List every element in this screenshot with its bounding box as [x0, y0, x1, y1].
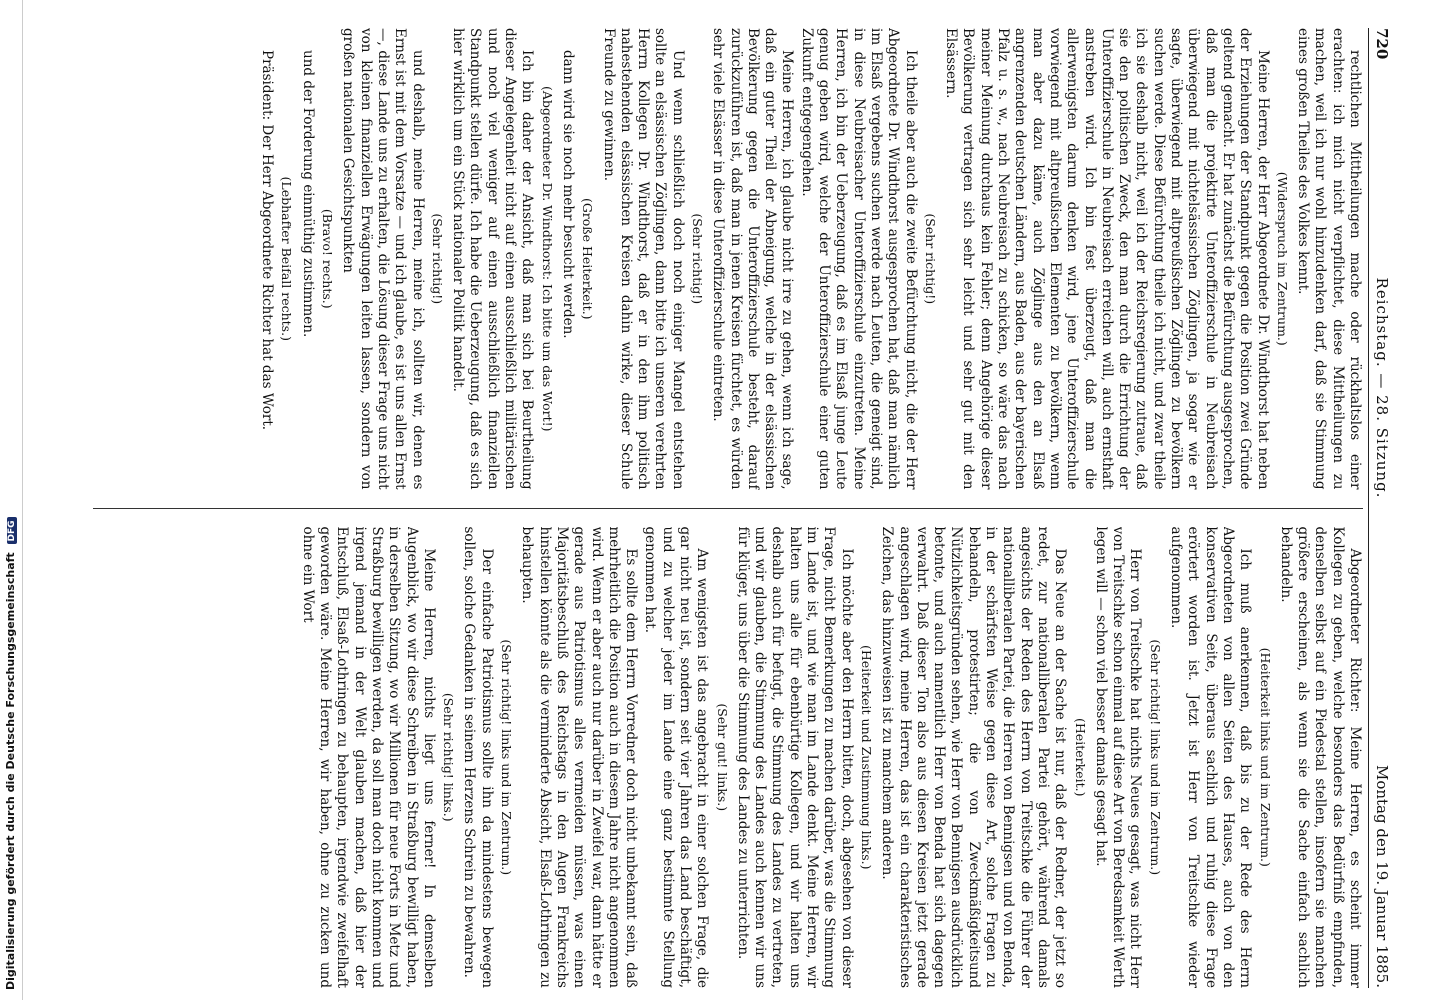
paragraph: Ich möchte aber den Herrn bitten, doch, abgesehen von dieser Frage, nicht Bemerkungen zu machen darüber, was die Stimmung im Lande ist, und wie man im Lande denkt. Meine Herren, wir halten uns alle für ebenbürtige Kollegen, und wir halten uns deshalb auch für befugt, die Stimmung des Landes zu vertreten, und wir glauben, die Stimmung des Landes auch kennen wir uns für klüger, uns über die Stimmung des Landes zu unterrichten.: [734, 526, 855, 988]
paragraph: Meine Herren, der Herr Abgeordnete Dr. Windthorst hat neben der Erziehungen der Standpunkt gegen die Position zwei Gründe geltend gemacht. Er hat zunächst die Befürchtung ausgesprochen, daß man die projektirte Unteroffizierschule in Neubreisach überwiegend mit nichtelsässischen Zöglingen, ja sogar wie er sagte, überwiegend mit altpreußischen Zöglingen zu bevölkern suchen werde. Diese Befürchtung theile ich nicht, und zwar theile ich sie deshalb nicht, weil ich der Reichsregierung zutraue, daß sie den politischen Zweck, den man durch die Errichtung der Unteroffizierschule in Neubreisach erreichen will, auch ernsthaft anstreben wird. Ich bin fest überzeugt, daß man die allerwenigsten darum denken wird, jene Unteroffizierschule vorwiegend mit altpreußischen Elementen zu bevölkern, wenn man aber dazu käme, auch Zöglinge aus den an Elsaß angrenzenden deutschen Ländern, aus Baden, aus der bayerischen Pfalz u. s. w., nach Neubreisach zu schicken, so wäre das nach meiner Meinung durchaus kein Fehler; denn Angehörige dieser Bevölkerung vertragen sich sehr leicht und sehr gut mit den Elsässern.: [943, 28, 1271, 490]
column-divider: [93, 508, 1363, 509]
interjection: (Sehr richtig!): [922, 213, 938, 305]
paragraph: Ich muß anerkennen, daß bis zu der Rede des Herrn Abgeordneten von allen Seiten des Hauses, auch von den konservativen Seite, überaus sachlich und ruhig diese Frage erörtert worden ist. Jetzt ist Herr von Treitschke wieder aufgenommen.: [1168, 526, 1254, 988]
paragraph: Präsident: Der Herr Abgeordnete Richter hat das Wort.: [259, 50, 276, 431]
paragraph: Meine Herren, nichts liegt uns ferner! In demselben Augenblick, wo wir diese Schreiben in Straßburg bewilligt haben, in derselben Sitzung, wo wir Millionen für neue Forts in Metz und Straßburg bewilligen werden, da soll man doch nicht kommen und irgend jemand in der Welt glauben machen, daß hier der Entschluß, Elsaß-Lothringen zu behaupten, irgendwie zweifelhaft geworden wäre. Meine Herren, wir haben, ohne zu zucken und ohne ein Wort: [299, 526, 437, 988]
left-column: [93, 28, 1363, 490]
paragraph: Meine Herren, ich glaube nicht irre zu gehen, wenn ich sage, daß ein guter Theil der Abneigung, welche in der elsässischen Bevölkerung gegen die Unteroffizierschule besteht, darauf zurückzuführen ist, daß man in jenen Kreisen fürchtet, es würden sehr viele Elsässer in diese Unteroffizierschule eintreten.: [710, 28, 796, 490]
interjection: (Abgeordneter Dr. Windthorst: Ich bitte um das Wort!): [539, 85, 555, 432]
digitization-note: [4, 517, 17, 990]
page-number: 720: [1373, 28, 1391, 60]
paragraph: rechtlichen Mittheilungen mache oder rückhaltslos einer erachten: ich mich nicht verpflichtet, diese Mittheilungen zu machen, weil ich nur wohl hinzudenken darf, daß sie Stimmung eines großen Theiles des Volkes kennt.: [1295, 28, 1363, 490]
paragraph: Herr von Treitschke hat nichts Neues gesagt, was nicht Herr von Treitschke schon einmal auf diese Art von Beredsamkeit Werth legen will — schon viel besser damals gesagt hat.: [1092, 526, 1144, 988]
right-column: [93, 527, 1363, 989]
paragraph: Das Neue an der Sache ist nur, daß der Redner, der jetzt so redet, zur nationalliberalen Partei gehört, während damals angesichts der Reden des Herrn von Treitschke die Führer der nationalliberalen Partei, die Herren von Bennigsen und von Benda, in der schärfsten Weise gegen diese Art, solche Fragen zu behandeln, protestirten; die von Zweckmäßigkeitsund Nützlichkeitsgründen sehen, wie Herr von Bennigsen ausdrücklich betonte, und auch namentlich Herr von Benda hat sich dagegen verwahrt. Daß dieser Ton also aus diesen Kreisen jetzt gerade angeschlagen wird, meine Herren, das ist ein charakteristisches Zeichen, das hinzuweisen ist zu manchem anderen.: [879, 526, 1069, 988]
paragraph: und deshalb, meine Herren, meine ich, sollten wir, denen es Ernst ist mit dem Vorsatze — und ich glaube, es ist uns allen Ernst —, diese Lande uns zu erhalten, die Lösung dieser Frage uns nicht von kleinen finanziellen Erwägungen leiten lassen, sondern von großen nationalen Gesichtspunkten: [340, 28, 426, 490]
interjection: (Heiterkeit und Zustimmung links.): [858, 645, 874, 870]
paragraph: und der Forderung einmüthig zustimmen.: [299, 50, 316, 338]
interjection: (Sehr richtig! links und im Zentrum.): [1147, 639, 1163, 876]
interjection: (Widerspruch im Zentrum.): [1274, 171, 1290, 346]
interjection: (Heiterkeit links und im Zentrum.): [1257, 647, 1273, 867]
paragraph: Am wenigsten ist das angebracht in einer solchen Frage, die gar nicht neu ist, sondern seit vier Jahren das Land beschäftigt, und zu welcher jeder im Lande eine ganz bestimmte Stellung genommen hat.: [642, 526, 711, 988]
interjection: (Bravo! rechts.): [320, 208, 336, 309]
text-columns: [93, 28, 1363, 988]
paragraph: Und wenn schließlich doch noch einiger Mangel entstehen sollte an elsässischen Zöglingen, dann bitte ich unseren verehrten Herrn Kollegen Dr. Windthorst, daß er in den ihm politisch nahestehenden elsässischen Kreisen dahin wirke, dieser Schule Freunde zu gewinnen.: [600, 28, 686, 490]
dfg-logo-icon: DFG: [7, 517, 17, 544]
paragraph: dann wird sie noch mehr besucht werden.: [559, 50, 576, 339]
paragraph: Ich theile aber auch die zweite Befürchtung nicht, die der Herr Abgeordnete Dr. Windthorst ausgesprochen hat, daß man nämlich im Elsaß vergebens suchen werde nach Leuten, die geneigt sind, in diese Neubreisacher Unteroffizierschule einzutreten. Meine Herren, ich bin der Ueberzeugung, daß es im Elsaß junge Leute genug geben wird, welche der Unteroffizierschule einer guten Zukunft entgegengehen.: [798, 28, 919, 490]
page-header: [1368, 28, 1395, 988]
document-page: [75, 28, 1395, 988]
interjection: (Große Heiterkeit.): [580, 197, 596, 320]
interjection: (Heiterkeit.): [1072, 718, 1088, 797]
interjection: (Sehr richtig!): [429, 213, 445, 305]
paragraph: Abgeordneter Richter: Meine Herren, es scheint immer Kollegen zu geben, welche besonders das Bedürfniß empfinden, denselben selbst auf ein Piedestal stellen, insofern sie manchen größere erscheinen, als wenn sie die Sache einfach sachlich behandeln.: [1277, 526, 1363, 988]
paragraph: Es sollte dem Herrn Vorredner doch nicht unbekannt sein, daß mehrheitlich die Position auch in diesem Jahre nicht angenommen wird. Wenn er aber auch nur darüber in Zweifel war, dann hätte er gerade aus Patriotismus alles vermeiden müssen, was einen Majoritätsbeschluß des Reichstags in den Augen Frankreichs hinstellen könnte als die verminderte Absicht, Elsaß-Lothringen zu behaupten.: [519, 526, 640, 988]
page-title: Reichstag. — 28. Sitzung.: [1373, 277, 1391, 499]
digitization-note-text: Digitalisierung gefördert durch die Deutsche Forschungsgemeinschaft: [4, 552, 17, 990]
interjection: (Sehr richtig!): [690, 213, 706, 305]
interjection: (Sehr richtig! links.): [441, 692, 457, 822]
digitization-sideband: [0, 0, 23, 1000]
session-date: Montag den 19. Januar 1885.: [1373, 764, 1391, 988]
interjection: (Lebhafter Beifall rechts.): [279, 176, 295, 341]
interjection: (Sehr gut! links.): [714, 703, 730, 812]
paragraph: Ich bin daher der Ansicht, daß man sich bei Beurtheilung dieser Angelegenheit nicht auf einen ausschließlich militärischen und noch viel weniger auf einen ausschließlich finanziellen Standpunkt stellen dürfe. Ich habe die Ueberzeugung, daß es sich hier wirklich um ein Stück nationaler Politik handelt.: [450, 28, 536, 490]
interjection: (Sehr richtig! links und im Zentrum.): [499, 639, 515, 876]
paragraph: Der einfache Patriotismus sollte ihn da mindestens bewegen sollen, solche Gedanken in seinem Herzens Schrein zu bewahren.: [461, 526, 495, 988]
